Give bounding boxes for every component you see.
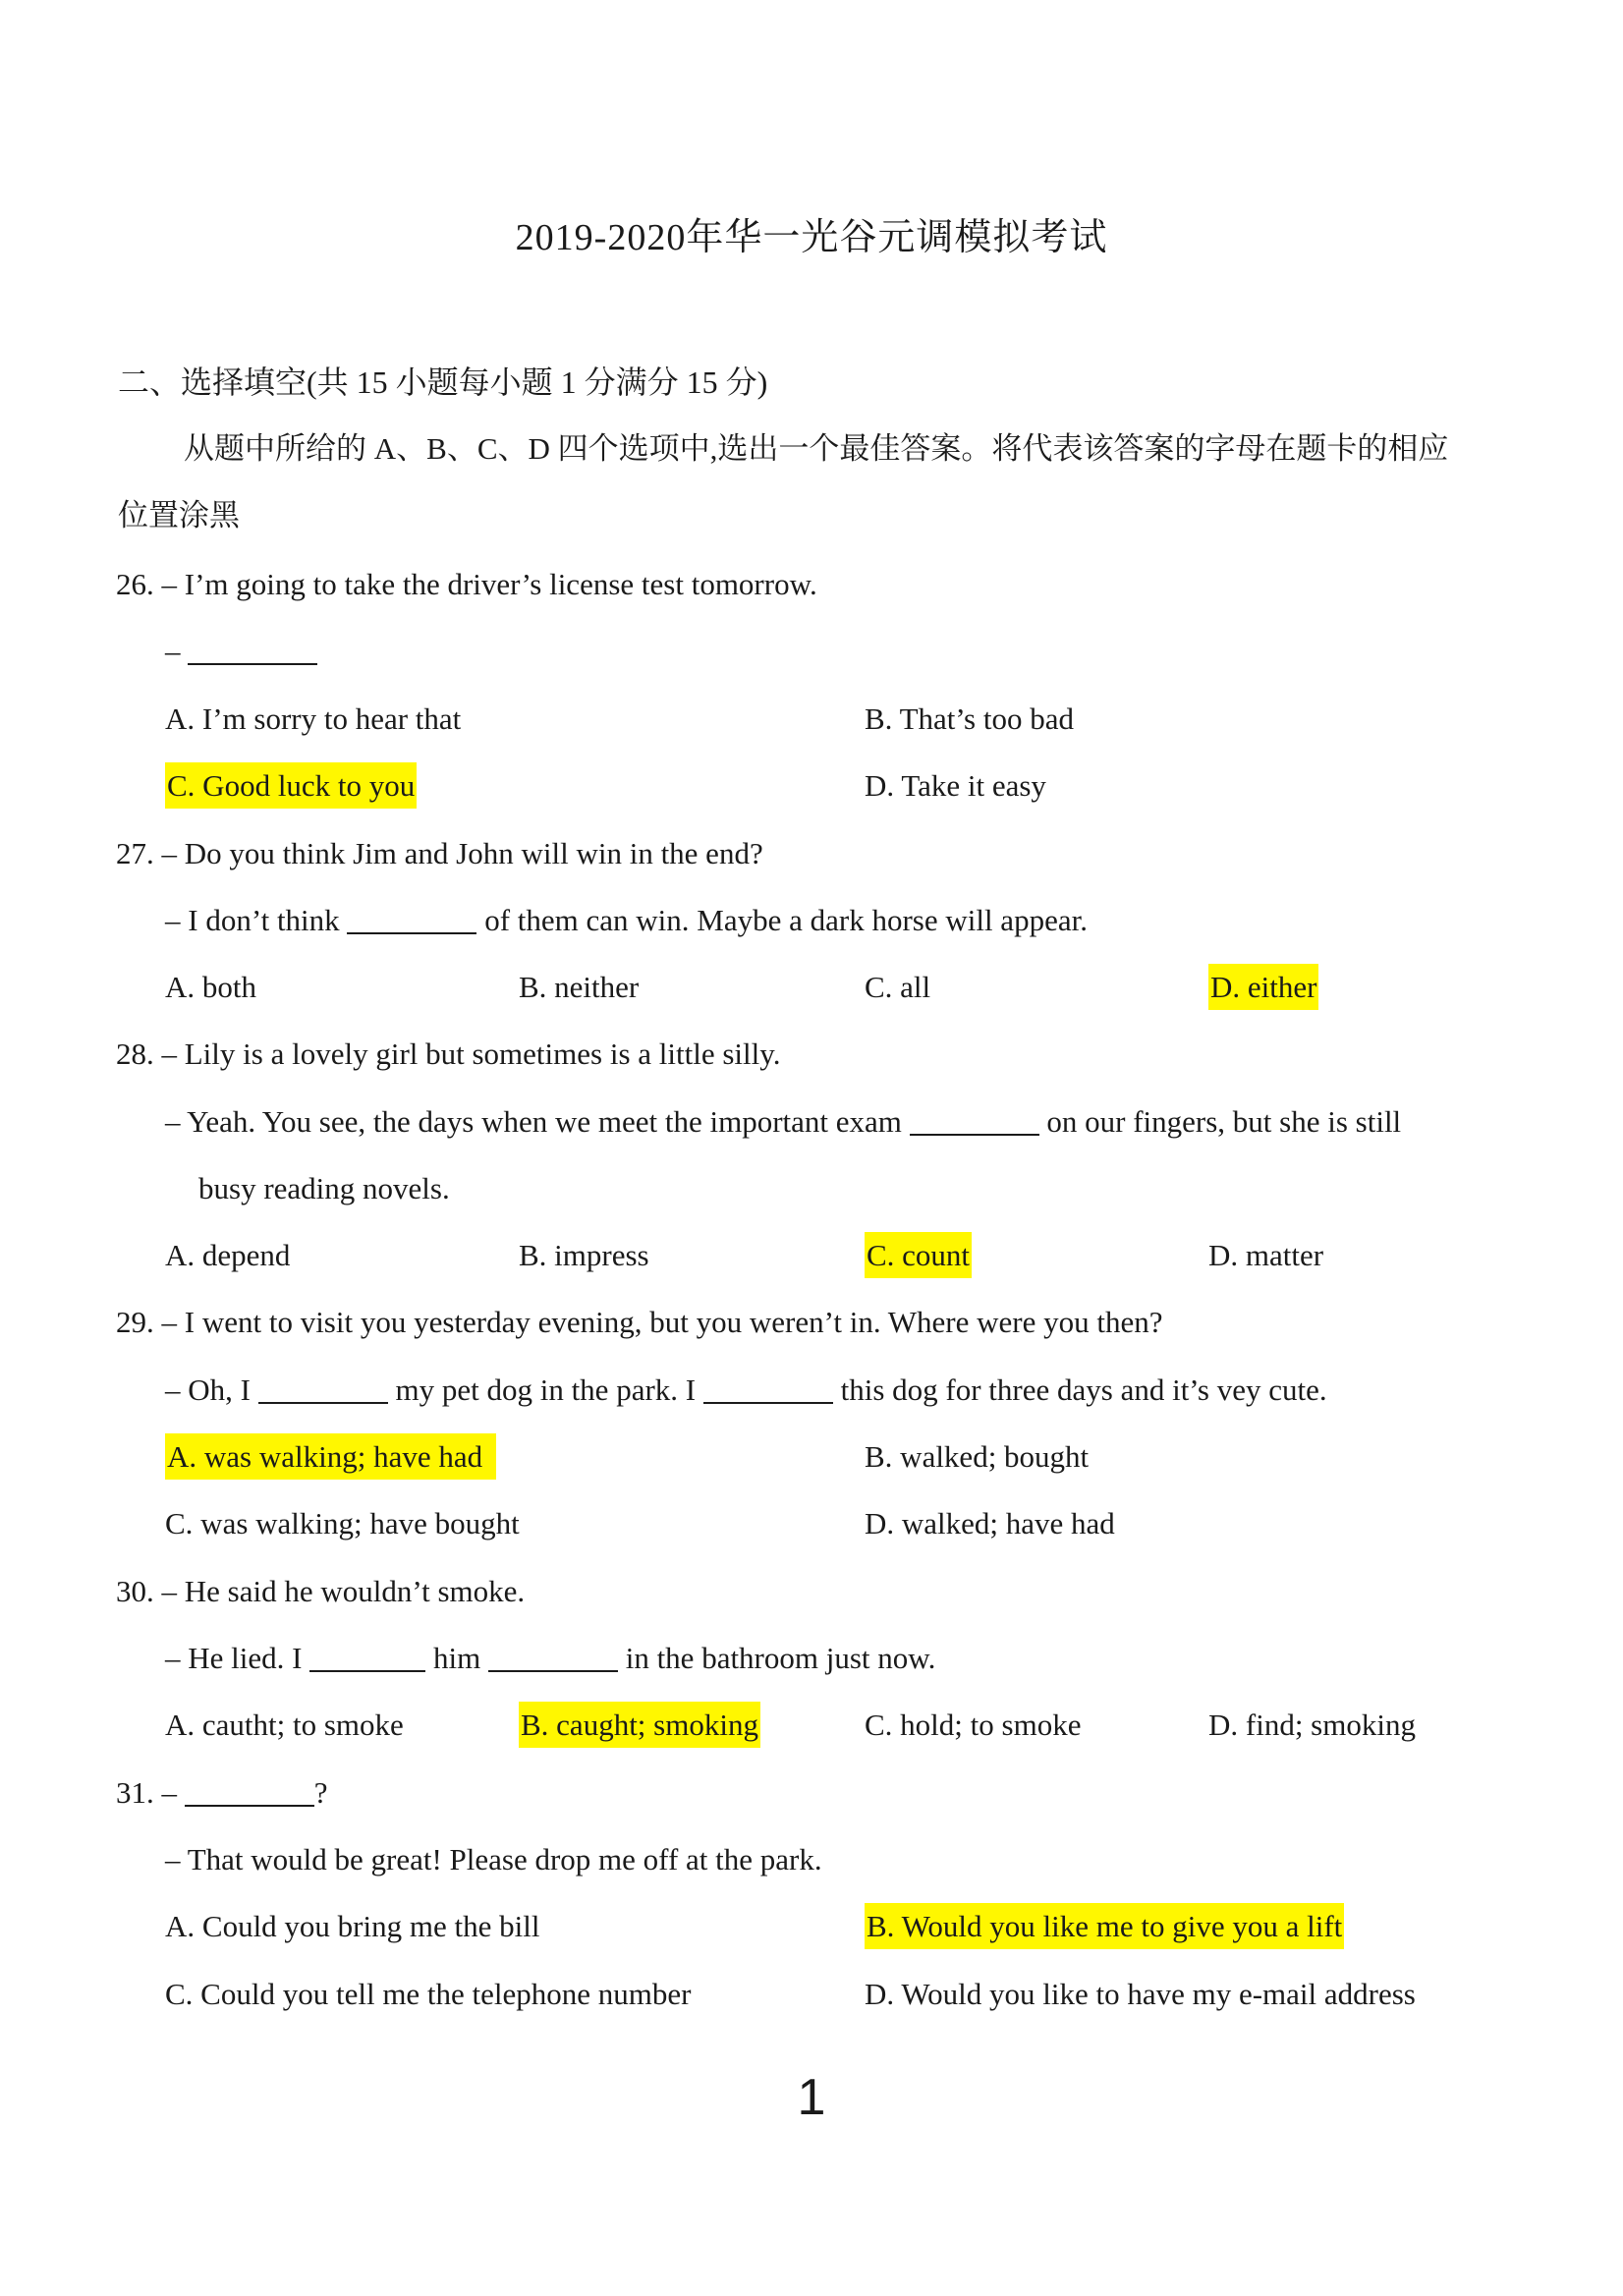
question-27-option-c: C. all — [865, 970, 931, 1004]
question-31-option-c: C. Could you tell me the telephone number — [165, 1977, 692, 2011]
question-29-option-d: D. walked; have had — [865, 1506, 1115, 1540]
question-27-option-a: A. both — [165, 970, 256, 1004]
question-30-option-a: A. cautht; to smoke — [165, 1708, 404, 1742]
question-29-reply — [165, 1372, 1327, 1408]
question-28-reply — [165, 1103, 1401, 1140]
question-28-option-a: A. depend — [165, 1238, 291, 1272]
highlighted-answer: B. Would you like me to give you a lift — [865, 1903, 1344, 1949]
highlighted-answer: A. was walking; have had — [165, 1433, 496, 1480]
reply-text: – He lied. I — [165, 1641, 310, 1675]
exam-title: 2019-2020年华一光谷元调模拟考试 — [515, 217, 1108, 258]
reply-prefix: – — [165, 634, 189, 668]
question-27-reply — [165, 902, 1088, 938]
reply-text: – Yeah. You see, the days when we meet the important exam — [165, 1104, 910, 1139]
question-30-option-c: C. hold; to smoke — [865, 1708, 1082, 1742]
answer-blank — [488, 1640, 618, 1672]
reply-text: my pet dog in the park. I — [387, 1372, 703, 1407]
answer-blank — [258, 1372, 388, 1404]
question-27-stem: 27. – Do you think Jim and John will win in the end? — [116, 836, 763, 870]
question-31-option-b — [865, 1908, 1344, 1944]
reply-text: on our fingers, but she is still — [1038, 1104, 1402, 1139]
page-number: 1 — [797, 2069, 826, 2126]
question-31-option-d: D. Would you like to have my e-mail address — [865, 1977, 1416, 2011]
section-instruction-line1: 从题中所给的 A、B、C、D 四个选项中,选出一个最佳答案。将代表该答案的字母在题卡的相应 — [184, 431, 1449, 466]
highlighted-answer: B. caught; smoking — [519, 1702, 760, 1748]
question-26-reply — [165, 633, 317, 669]
question-26-option-b: B. That’s too bad — [865, 701, 1074, 736]
question-28-reply-line2: busy reading novels. — [198, 1171, 450, 1205]
question-30-reply — [165, 1640, 935, 1676]
stem-text: 31. – — [116, 1775, 185, 1810]
reply-text: – I don’t think — [165, 903, 348, 937]
answer-blank — [185, 1774, 314, 1807]
question-28-option-c — [865, 1237, 972, 1273]
reply-text: him — [425, 1641, 488, 1675]
answer-blank — [347, 902, 476, 934]
highlighted-answer: C. count — [865, 1232, 972, 1278]
reply-text: – Oh, I — [165, 1372, 258, 1407]
section-heading: 二、选择填空(共 15 小题每小题 1 分满分 15 分) — [118, 364, 768, 400]
highlighted-answer: C. Good luck to you — [165, 762, 417, 809]
reply-text: this dog for three days and it’s vey cute. — [832, 1372, 1327, 1407]
section-instruction-line2: 位置涂黑 — [118, 498, 240, 532]
question-31-option-a: A. Could you bring me the bill — [165, 1909, 540, 1943]
question-29-stem: 29. – I went to visit you yesterday evening, but you weren’t in. Where were you then? — [116, 1305, 1163, 1339]
question-29-option-a — [165, 1438, 496, 1475]
stem-text: ? — [313, 1775, 328, 1810]
question-26-option-a: A. I’m sorry to hear that — [165, 701, 462, 736]
question-28-option-d: D. matter — [1208, 1238, 1324, 1272]
question-26-stem: 26. – I’m going to take the driver’s license test tomorrow. — [116, 567, 817, 601]
answer-blank — [188, 633, 317, 665]
question-26-option-c — [165, 767, 417, 804]
highlighted-answer: D. either — [1208, 964, 1318, 1010]
question-26-option-d: D. Take it easy — [865, 768, 1046, 803]
question-27-option-d — [1208, 969, 1318, 1005]
reply-text: in the bathroom just now. — [617, 1641, 936, 1675]
question-30-option-b — [519, 1707, 760, 1743]
question-31-reply: – That would be great! Please drop me off at the park. — [165, 1842, 822, 1876]
answer-blank — [910, 1103, 1039, 1136]
reply-text: of them can win. Maybe a dark horse will appear. — [476, 903, 1088, 937]
question-29-option-c: C. was walking; have bought — [165, 1506, 520, 1540]
answer-blank — [703, 1372, 833, 1404]
question-28-option-b: B. impress — [519, 1238, 649, 1272]
question-30-stem: 30. – He said he wouldn’t smoke. — [116, 1574, 526, 1608]
question-31-stem — [116, 1774, 328, 1811]
question-27-option-b: B. neither — [519, 970, 640, 1004]
question-28-stem: 28. – Lily is a lovely girl but sometimes is a little silly. — [116, 1036, 781, 1071]
question-29-option-b: B. walked; bought — [865, 1439, 1090, 1474]
question-30-option-d: D. find; smoking — [1208, 1708, 1416, 1742]
answer-blank — [309, 1640, 425, 1672]
